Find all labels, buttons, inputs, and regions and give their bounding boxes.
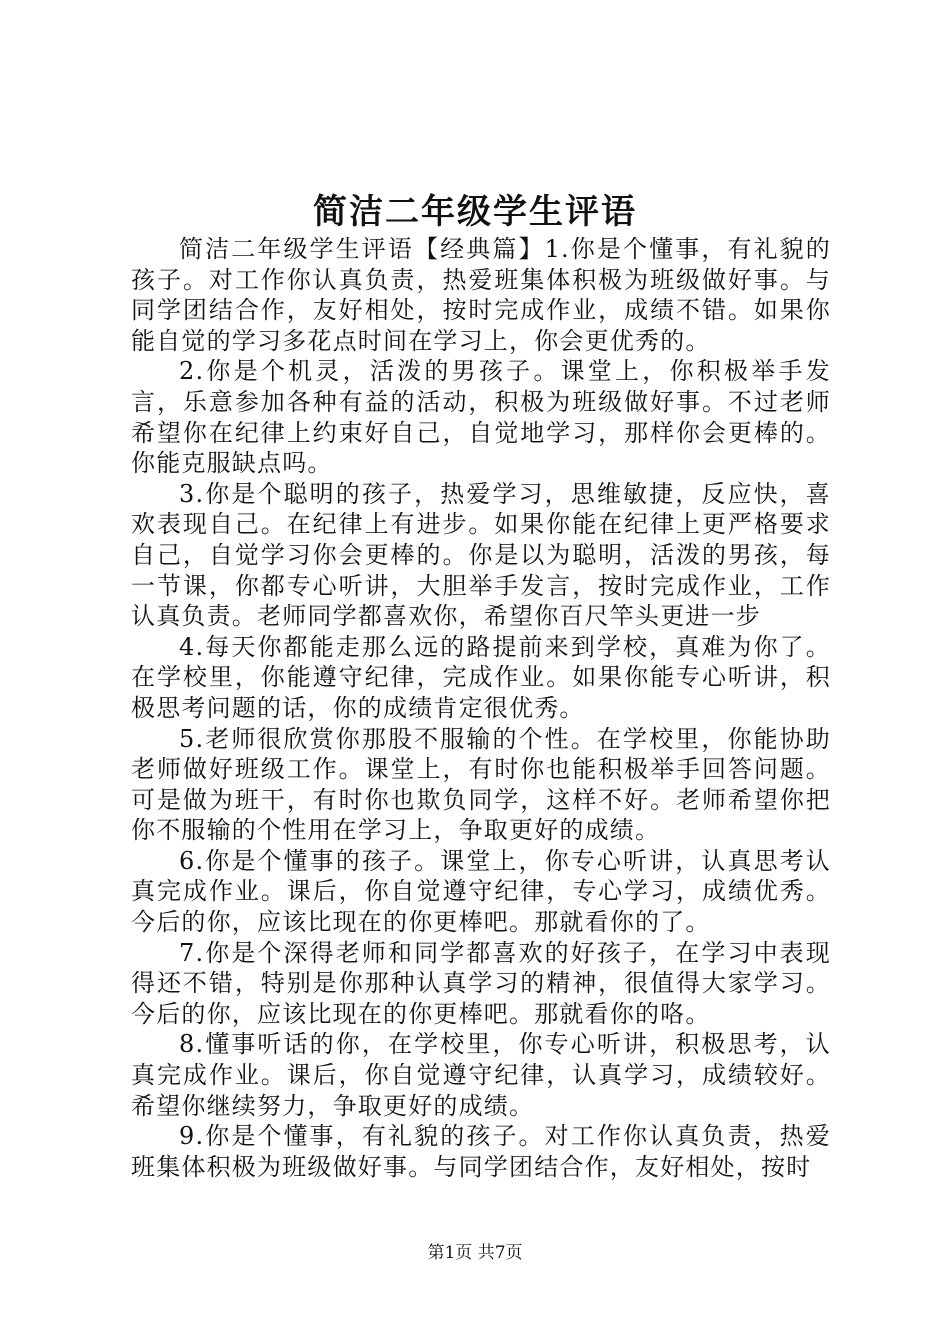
- paragraph-2: 2.你是个机灵，活泼的男孩子。课堂上，你积极举手发言，乐意参加各种有益的活动，积极为班级做好事。不过老师希望你在纪律上约束好自己，自觉地学习，那样你会更棒的。你能克服缺点吗。: [131, 357, 831, 478]
- paragraph-4: 4.每天你都能走那么远的路提前来到学校，真难为你了。在学校里，你能遵守纪律，完成作业。如果你能专心听讲，积极思考问题的话，你的成绩肯定很优秀。: [131, 632, 831, 722]
- paragraph-1: 简洁二年级学生评语【经典篇】1.你是个懂事，有礼貌的孩子。对工作你认真负责，热爱班集体积极为班级做好事。与同学团结合作，友好相处，按时完成作业，成绩不错。如果你能自觉的学习多花点时间在学习上，你会更优秀的。: [131, 235, 831, 355]
- paragraph-5: 5.老师很欣赏你那股不服输的个性。在学校里，你能协助老师做好班级工作。课堂上，有时你也能积极举手回答问题。可是做为班干，有时你也欺负同学，这样不好。老师希望你把你不服输的个性用在学习上，争取更好的成绩。: [131, 724, 831, 845]
- document-body: [131, 234, 831, 1182]
- page-footer: 第1页 共7页: [427, 1243, 523, 1263]
- paragraph-3: 3.你是个聪明的孩子，热爱学习，思维敏捷，反应快，喜欢表现自己。在纪律上有进步。如果你能在纪律上更严格要求自己，自觉学习你会更棒的。你是以为聪明，活泼的男孩，每一节课，你都专心听讲，大胆举手发言，按时完成作业，工作认真负责。老师同学都喜欢你，希望你百尺竿头更进一步: [131, 479, 831, 631]
- paragraph-9: 9.你是个懂事，有礼貌的孩子。对工作你认真负责，热爱班集体积极为班级做好事。与同学团结合作，友好相处，按时: [131, 1122, 831, 1181]
- paragraph-6: 6.你是个懂事的孩子。课堂上，你专心听讲，认真思考认真完成作业。课后，你自觉遵守纪律，专心学习，成绩优秀。今后的你，应该比现在的你更棒吧。那就看你的了。: [131, 846, 831, 937]
- paragraph-8: 8.懂事听话的你，在学校里，你专心听讲，积极思考，认真完成作业。课后，你自觉遵守纪律，认真学习，成绩较好。希望你继续努力，争取更好的成绩。: [131, 1030, 831, 1120]
- page-title: 简洁二年级学生评语: [313, 192, 637, 232]
- paragraph-7: 7.你是个深得老师和同学都喜欢的好孩子，在学习中表现得还不错，特别是你那种认真学习的精神，很值得大家学习。今后的你，应该比现在的你更棒吧。那就看你的咯。: [131, 938, 831, 1028]
